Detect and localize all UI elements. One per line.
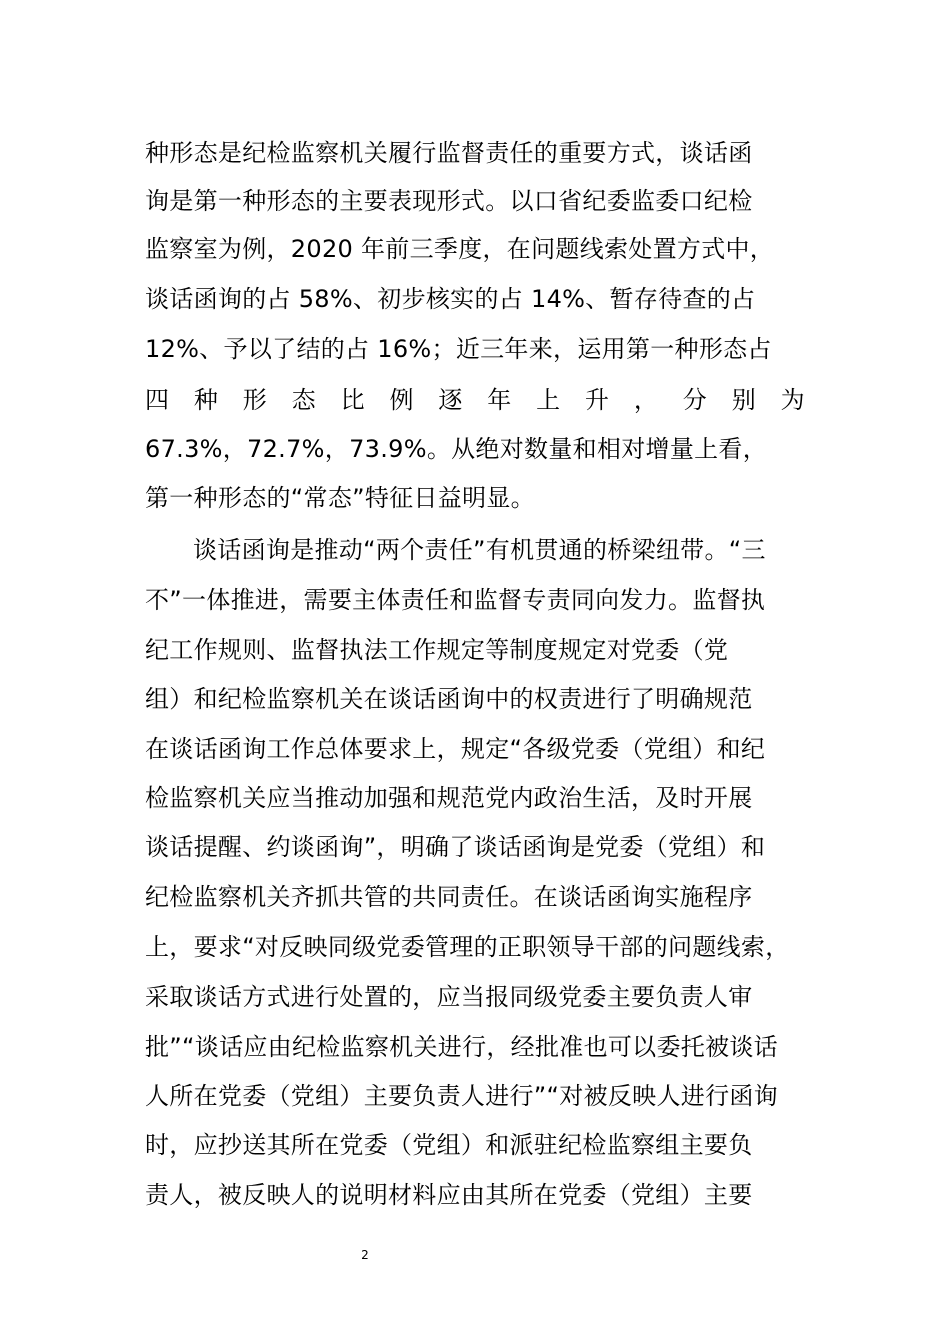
- justified-char: 比: [340, 386, 365, 414]
- justified-char: 上: [536, 386, 561, 414]
- justified-char: 态: [291, 386, 316, 414]
- text-line: 在谈话函询工作总体要求上，规定“各级党委（党组）和纪: [145, 735, 766, 763]
- text-line: 检监察机关应当推动加强和规范党内政治生活，及时开展: [145, 784, 753, 812]
- text-line: 上，要求“对反映同级党委管理的正职领导干部的问题线索，: [145, 933, 790, 961]
- text-line: 12%、予以了结的占 16%；近三年来，运用第一种形态占: [145, 335, 772, 363]
- justified-char: 例: [389, 386, 414, 414]
- justified-char: 形: [242, 386, 268, 414]
- text-line: 67.3%，72.7%，73.9%。从绝对数量和相对增量上看，: [145, 435, 768, 463]
- justified-char: 四: [145, 386, 170, 414]
- text-line: 种形态是纪检监察机关履行监督责任的重要方式，谈话函: [145, 139, 753, 167]
- paragraph-first-line: 谈话函询是推动“两个责任”有机贯通的桥梁纽带。“三: [193, 536, 766, 564]
- text-line: 人所在党委（党组）主要负责人进行”“对被反映人进行函询: [145, 1082, 778, 1110]
- justified-char: 别: [731, 386, 756, 414]
- text-line: 时，应抄送其所在党委（党组）和派驻纪检监察组主要负: [145, 1131, 753, 1159]
- text-line: 询是第一种形态的主要表现形式。以口省纪委监委口纪检: [145, 187, 753, 215]
- text-line: 不”一体推进，需要主体责任和监督专责同向发力。监督执: [145, 586, 766, 614]
- justified-char: 年: [487, 386, 512, 414]
- text-line: 纪检监察机关齐抓共管的共同责任。在谈话函询实施程序: [145, 883, 753, 911]
- text-line: 谈话函询的占 58%、初步核实的占 14%、暂存待查的占: [145, 285, 756, 313]
- text-line: 监察室为例，2020 年前三季度，在问题线索处置方式中，: [145, 235, 775, 263]
- text-line: 纪工作规则、监督执法工作规定等制度规定对党委（党: [145, 636, 729, 664]
- text-line: 责人，被反映人的说明材料应由其所在党委（党组）主要: [145, 1181, 753, 1209]
- justified-char: 为: [780, 386, 805, 414]
- text-line: 第一种形态的“常态”特征日益明显。: [145, 484, 535, 512]
- justified-char: 分: [682, 386, 708, 414]
- justified-char: 种: [193, 386, 219, 414]
- page-number: 2: [361, 1248, 369, 1262]
- justified-char: 升: [585, 386, 610, 414]
- justified-char: ，: [633, 386, 659, 414]
- text-line: 谈话提醒、约谈函询”，明确了谈话函询是党委（党组）和: [145, 833, 766, 861]
- justified-text-line: [145, 380, 805, 420]
- justified-char: 逐: [438, 386, 463, 414]
- text-line: 批”“谈话应由纪检监察机关进行，经批准也可以委托被谈话: [145, 1033, 778, 1061]
- text-line: 采取谈话方式进行处置的，应当报同级党委主要负责人审: [145, 983, 753, 1011]
- text-line: 组）和纪检监察机关在谈话函询中的权责进行了明确规范: [145, 685, 753, 713]
